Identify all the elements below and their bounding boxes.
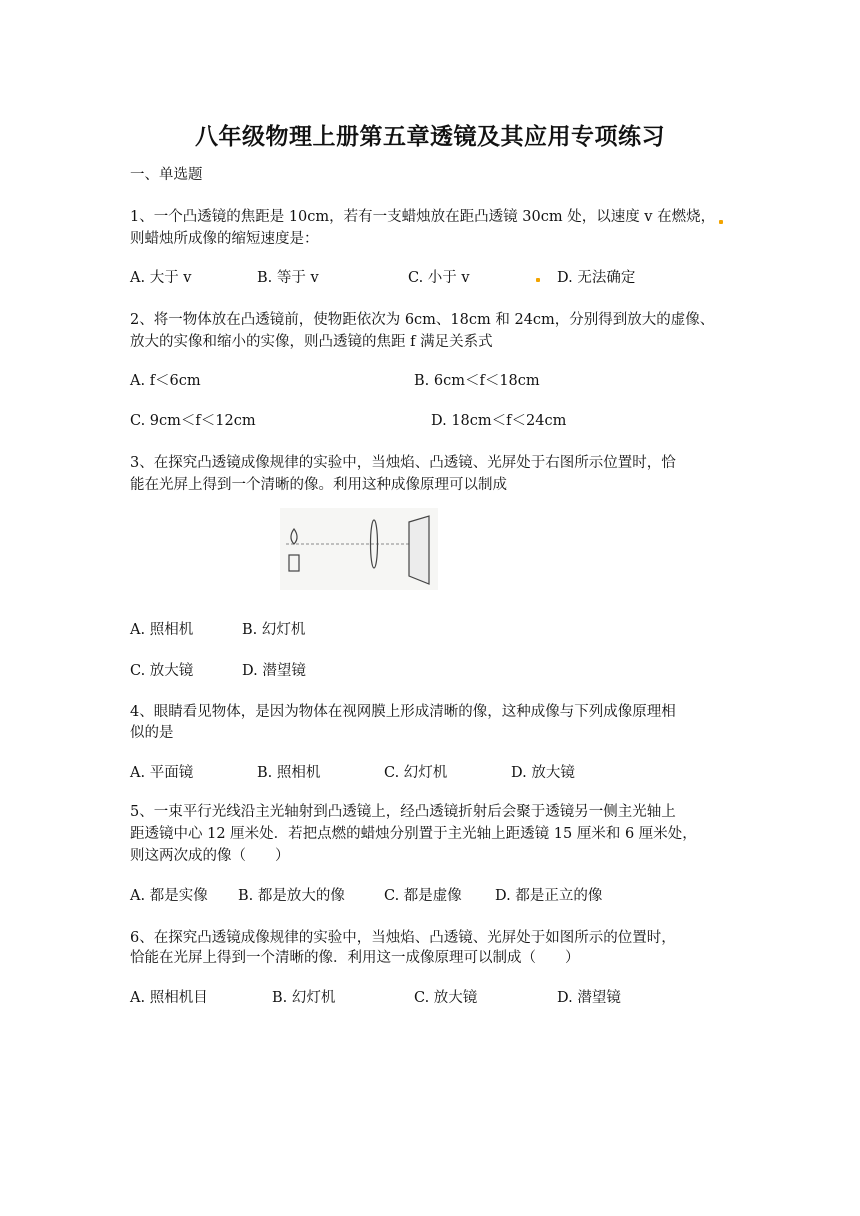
q2-option-d: D. 18cm＜f＜24cm — [431, 413, 567, 429]
q4-option-d: D. 放大镜 — [511, 765, 575, 781]
orange-mark — [536, 278, 540, 282]
q2-option-a: A. f＜6cm — [130, 373, 201, 389]
light-screen — [409, 516, 429, 584]
q5-option-b: B. 都是放大的像 — [238, 888, 345, 904]
q3-option-d: D. 潜望镜 — [242, 663, 306, 679]
q5-stem-line-1: 5、一束平行光线沿主光轴射到凸透镜上，经凸透镜折射后会聚于透镜另一侧主光轴上 — [130, 804, 676, 820]
q1-option-c: C. 小于 v — [408, 270, 470, 286]
lens-experiment-figure — [280, 508, 438, 590]
q5-stem-line-2: 距透镜中心 12 厘米处．若把点燃的蜡烛分别置于主光轴上距透镜 15 厘米和 6 厘米处， — [130, 826, 697, 842]
q3-option-a: A. 照相机 — [130, 622, 194, 638]
section-heading: 一、单选题 — [130, 167, 203, 183]
q5-option-a: A. 都是实像 — [130, 888, 208, 904]
q6-option-c: C. 放大镜 — [414, 990, 478, 1006]
q2-option-b: B. 6cm＜f＜18cm — [414, 373, 540, 389]
q4-option-c: C. 幻灯机 — [384, 765, 448, 781]
q1-stem-line-1: 1、一个凸透镜的焦距是 10cm，若有一支蜡烛放在距凸透镜 30cm 处，以速度 v 在燃烧， — [130, 209, 716, 225]
q6-option-b: B. 幻灯机 — [272, 990, 336, 1006]
q4-option-b: B. 照相机 — [257, 765, 321, 781]
q3-stem-line-2: 能在光屏上得到一个清晰的像。利用这种成像原理可以制成 — [130, 477, 507, 493]
q6-option-d: D. 潜望镜 — [557, 990, 621, 1006]
q6-option-a: A. 照相机目 — [130, 990, 208, 1006]
orange-mark — [719, 220, 723, 224]
q5-stem-line-3: 则这两次成的像（ ） — [130, 848, 290, 864]
q1-option-b: B. 等于 v — [257, 270, 319, 286]
q4-option-a: A. 平面镜 — [130, 765, 194, 781]
q6-stem-line-1: 6、在探究凸透镜成像规律的实验中，当烛焰、凸透镜、光屏处于如图所示的位置时， — [130, 930, 676, 946]
q2-stem-line-2: 放大的实像和缩小的实像，则凸透镜的焦距 f 满足关系式 — [130, 334, 493, 350]
q3-option-c: C. 放大镜 — [130, 663, 194, 679]
q4-stem-line-1: 4、眼睛看见物体，是因为物体在视网膜上形成清晰的像，这种成像与下列成像原理相 — [130, 704, 676, 720]
q2-stem-line-1: 2、将一物体放在凸透镜前，使物距依次为 6cm、18cm 和 24cm，分别得到放大的虚像、 — [130, 312, 715, 328]
q2-option-c: C. 9cm＜f＜12cm — [130, 413, 256, 429]
q4-stem-line-2: 似的是 — [130, 725, 174, 741]
page-title: 八年级物理上册第五章透镜及其应用专项练习 — [195, 124, 665, 150]
q1-option-a: A. 大于 v — [130, 270, 192, 286]
q3-stem-line-1: 3、在探究凸透镜成像规律的实验中，当烛焰、凸透镜、光屏处于右图所示位置时，恰 — [130, 455, 676, 471]
q6-stem-line-2: 恰能在光屏上得到一个清晰的像．利用这一成像原理可以制成（ ） — [130, 950, 580, 966]
q1-stem-line-2: 则蜡烛所成像的缩短速度是： — [130, 231, 319, 247]
q3-option-b: B. 幻灯机 — [242, 622, 306, 638]
q5-option-c: C. 都是虚像 — [384, 888, 462, 904]
q1-option-d: D. 无法确定 — [557, 270, 636, 286]
q5-option-d: D. 都是正立的像 — [495, 888, 603, 904]
